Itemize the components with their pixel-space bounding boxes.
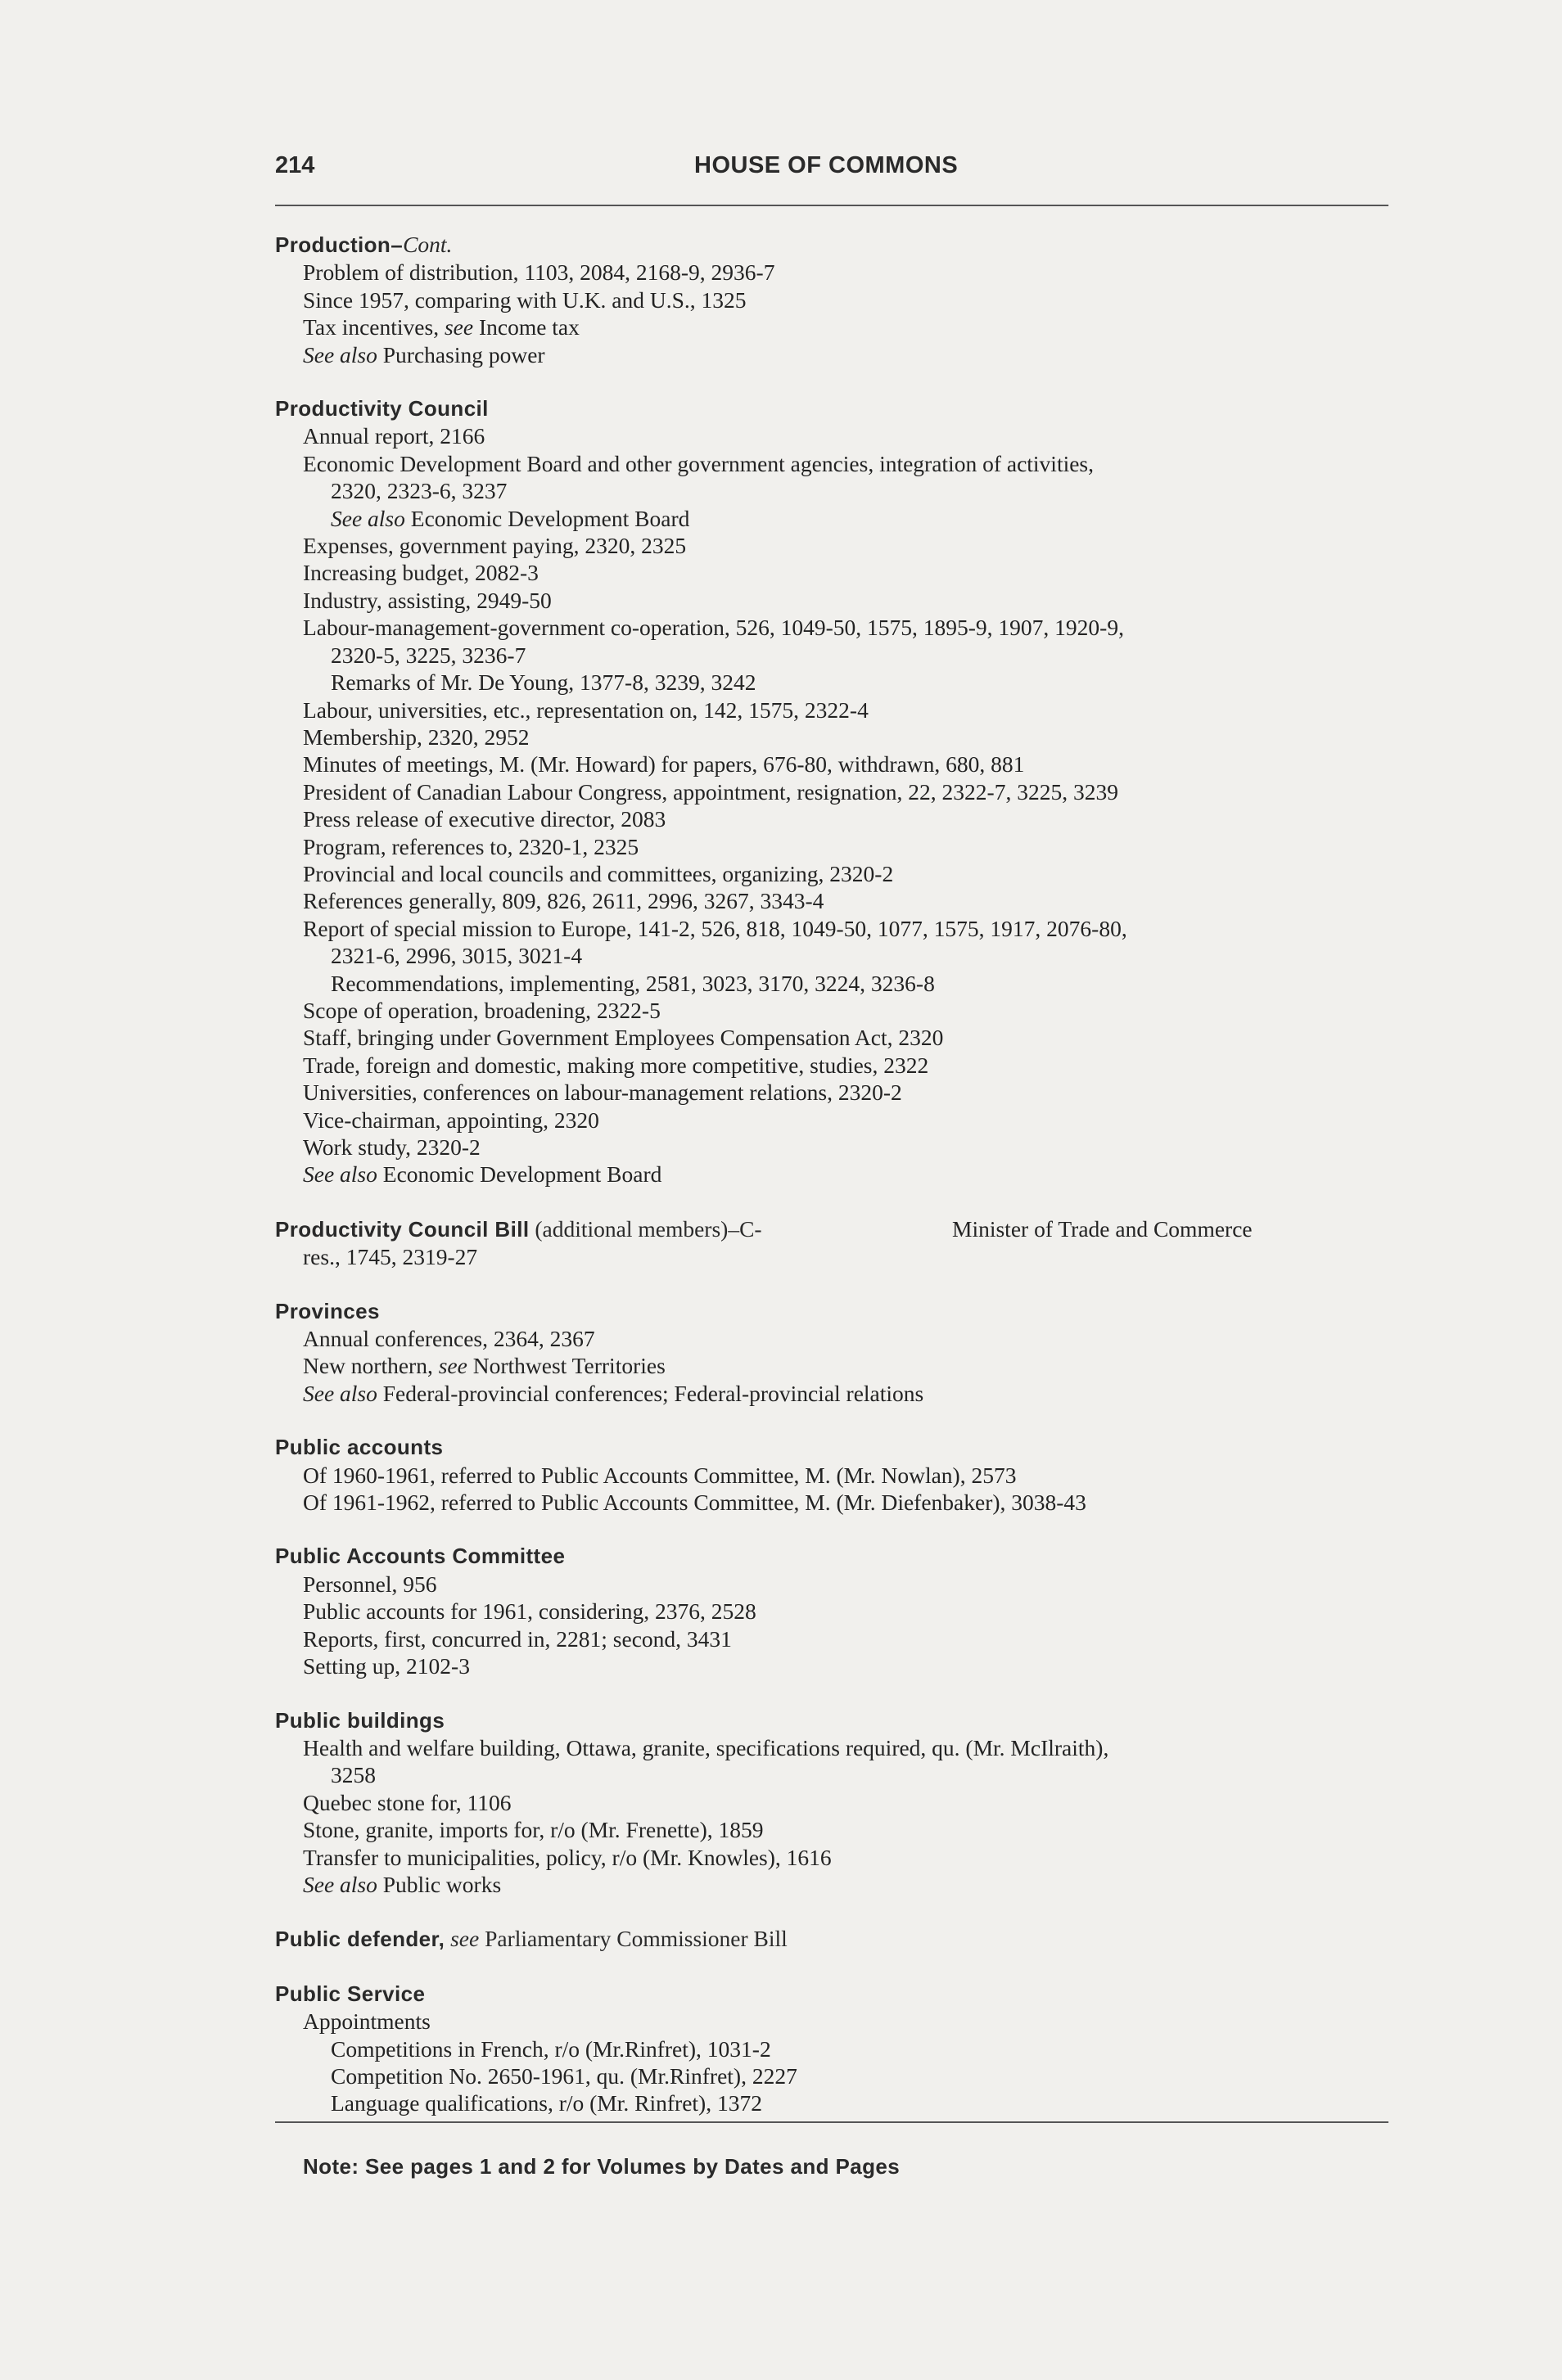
- subentry: Increasing budget, 2082-3: [303, 560, 539, 586]
- subentry: Annual report, 2166: [303, 423, 485, 449]
- subentry: Industry, assisting, 2949-50: [303, 587, 552, 613]
- subentry: Of 1960-1961, referred to Public Accounts Committee, M. (Mr. Nowlan), 2573: [303, 1462, 1017, 1488]
- entry-public-buildings: [275, 1707, 1413, 1899]
- subentry: Problem of distribution, 1103, 2084, 2168-9, 2936-7: [303, 259, 775, 286]
- subentry-continuation: 2320, 2323-6, 3237: [331, 478, 508, 504]
- subentry: Work study, 2320-2: [303, 1134, 481, 1160]
- entry-provinces: [275, 1298, 1413, 1408]
- entry-public-accounts: [275, 1434, 1413, 1516]
- subentry-continuation: 3258: [331, 1762, 376, 1788]
- subentry-continuation: 2321-6, 2996, 3015, 3021-4: [331, 943, 583, 969]
- sub-subentry: Language qualifications, r/o (Mr. Rinfret), 1372: [331, 2090, 762, 2116]
- subentry: Health and welfare building, Ottawa, granite, specifications required, qu. (Mr. McIlraith),: [303, 1734, 1109, 1760]
- subentry: Of 1961-1962, referred to Public Accounts Committee, M. (Mr. Diefenbaker), 3038-43: [303, 1490, 1086, 1516]
- sub-subentry: Remarks of Mr. De Young, 1377-8, 3239, 3242: [331, 669, 756, 696]
- entry-heading: Public Service: [275, 1981, 426, 2006]
- entry-heading: Public Accounts Committee: [275, 1544, 566, 1569]
- footer-note: Note: See pages 1 and 2 for Volumes by Dates and Pages: [303, 2154, 901, 2179]
- subentry: Staff, bringing under Government Employees Compensation Act, 2320: [303, 1025, 944, 1051]
- sub-subentry: Competition No. 2650-1961, qu. (Mr.Rinfret), 2227: [331, 2062, 797, 2089]
- subentry: Quebec stone for, 1106: [303, 1789, 512, 1815]
- subentry: Annual conferences, 2364, 2367: [303, 1326, 595, 1352]
- subentry: President of Canadian Labour Congress, appointment, resignation, 22, 2322-7, 3225, 3239: [303, 778, 1118, 805]
- entry-public-defender: [275, 1925, 1413, 1953]
- subentry: Universities, conferences on labour-management relations, 2320-2: [303, 1080, 902, 1106]
- sub-subentry: Competitions in French, r/o (Mr.Rinfret), 1031-2: [331, 2035, 771, 2062]
- subentry: Provincial and local councils and committees, organizing, 2320-2: [303, 860, 894, 886]
- subentry: Vice-chairman, appointing, 2320: [303, 1107, 599, 1133]
- subentry: Appointments: [303, 2008, 431, 2035]
- footer-rule: [275, 2121, 1388, 2123]
- entry-heading: Provinces: [275, 1298, 380, 1323]
- page-header: [275, 152, 1388, 193]
- entry-heading-row: [275, 1215, 1413, 1243]
- subentry: Minutes of meetings, M. (Mr. Howard) for papers, 676-80, withdrawn, 680, 881: [303, 751, 1025, 778]
- continued-label: Cont.: [403, 232, 453, 257]
- subentry: Press release of executive director, 2083: [303, 806, 666, 832]
- subentry: res., 1745, 2319-27: [303, 1244, 478, 1270]
- subentry: Trade, foreign and domestic, making more competitive, studies, 2322: [303, 1052, 929, 1078]
- subentry: References generally, 809, 826, 2611, 2996, 3267, 3343-4: [303, 888, 824, 914]
- entry-productivity-council-bill: [275, 1215, 1413, 1271]
- subentry: Reports, first, concurred in, 2281; second, 3431: [303, 1625, 732, 1652]
- see-also-reference: See also Federal-provincial conferences; Federal-provincial relations: [303, 1380, 924, 1406]
- subentry: Setting up, 2102-3: [303, 1653, 470, 1679]
- entry-heading: Production–Cont.: [275, 232, 453, 257]
- subentry-continuation: 2320-5, 3225, 3236-7: [331, 642, 526, 668]
- subentry: Economic Development Board and other government agencies, integration of activities,: [303, 450, 1095, 476]
- running-title: HOUSE OF COMMONS: [694, 152, 959, 178]
- subentry: Scope of operation, broadening, 2322-5: [303, 997, 661, 1023]
- subentry: Labour, universities, etc., representation on, 142, 1575, 2322-4: [303, 696, 869, 723]
- entry-public-accounts-committee: [275, 1543, 1413, 1679]
- header-rule: [275, 205, 1388, 206]
- sub-subentry: Recommendations, implementing, 2581, 3023, 3170, 3224, 3236-8: [331, 970, 935, 996]
- entry-heading: Productivity Council Bill (additional members)–C-: [275, 1215, 762, 1242]
- entry-heading: Public accounts: [275, 1435, 444, 1460]
- entry-productivity-council: [275, 395, 1413, 1188]
- subentry: Report of special mission to Europe, 141-2, 526, 818, 1049-50, 1077, 1575, 1917, 2076-80,: [303, 915, 1127, 941]
- subentry: Program, references to, 2320-1, 2325: [303, 833, 639, 859]
- subentry: Expenses, government paying, 2320, 2325: [303, 533, 687, 559]
- subentry: Membership, 2320, 2952: [303, 723, 530, 750]
- index-content: [275, 231, 1413, 2144]
- entry-heading: Public buildings: [275, 1707, 445, 1733]
- subentry: Stone, granite, imports for, r/o (Mr. Frenette), 1859: [303, 1817, 764, 1843]
- minister-responsible: Minister of Trade and Commerce: [952, 1215, 1253, 1242]
- see-also-reference: See also Economic Development Board: [303, 1161, 662, 1188]
- entry-heading: Public defender, see Parliamentary Commissioner Bill: [275, 1926, 788, 1952]
- entry-heading: Productivity Council: [275, 396, 489, 421]
- see-also-reference: See also Economic Development Board: [331, 505, 690, 531]
- page-number: 214: [275, 152, 315, 178]
- entry-public-service: [275, 1981, 1413, 2117]
- subentry: Public accounts for 1961, considering, 2376, 2528: [303, 1598, 756, 1625]
- subentry: Tax incentives, see Income tax: [303, 314, 580, 340]
- see-also-reference: See also Public works: [303, 1871, 502, 1897]
- subentry: Personnel, 956: [303, 1571, 437, 1597]
- entry-production: [275, 231, 1413, 368]
- subentry: Labour-management-government co-operation, 526, 1049-50, 1575, 1895-9, 1907, 1920-9,: [303, 615, 1124, 641]
- subentry: Since 1957, comparing with U.K. and U.S., 1325: [303, 286, 747, 313]
- subentry: New northern, see Northwest Territories: [303, 1353, 666, 1379]
- see-also-reference: See also Purchasing power: [303, 341, 545, 367]
- subentry: Transfer to municipalities, policy, r/o (Mr. Knowles), 1616: [303, 1844, 832, 1870]
